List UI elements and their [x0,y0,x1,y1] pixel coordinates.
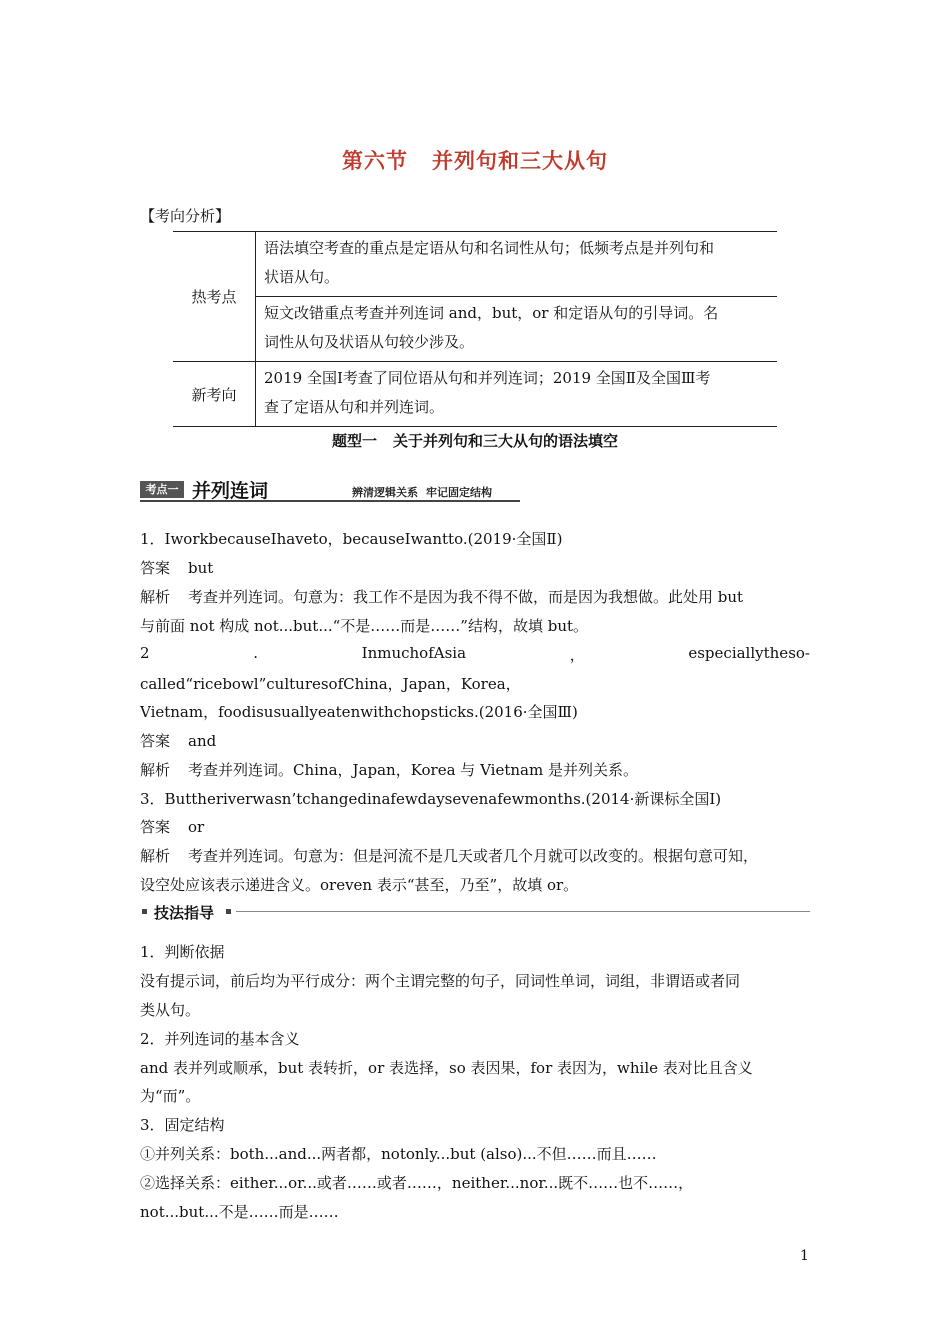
new-line: 查了定语从句和并列连词。 [264,398,445,416]
expl-text: 考查并列连词。句意为：但是河流不是几天或者几个月就可以改变的。根据句意可知， [188,847,759,865]
table-row [173,297,777,362]
answer-label: 答案 [140,732,171,750]
answer-value: but [188,559,214,577]
hot-desc-1 [256,232,778,297]
q3-question: 3．Buttheriverwasn’tchangedinafewdaysevenafewmonths.(2014·新课标全国Ⅰ) [140,790,722,808]
guide-label: 技法指导 [154,904,215,922]
answer-label: 答案 [140,818,171,836]
q2-question-line2: called“ricebowl”culturesofChina，Japan，Korea， [140,675,521,693]
answer-value: and [188,732,217,750]
kaodian-motto [352,484,492,500]
q1-explanation-cont: 与前面 not 构成 not...but...“不是……而是……”结构，故填 but。 [140,617,589,635]
q3-explanation-cont: 设空处应该表示递进含义。oreven 表示“甚至，乃至”，故填 or。 [140,876,579,894]
guide-h3: 3．固定结构 [140,1116,225,1134]
kaodian-name: 并列连词 [192,480,269,502]
q1-question: 1．IworkbecauseIhaveto，becauseIwantto.(2019·全国Ⅱ) [140,530,563,548]
guide-p2: and 表并列或顺承，but 表转折，or 表选择，so 表因果，for 表因为，while 表对比且含义 [140,1059,753,1077]
guide-item-2-cont: not...but...不是……而是…… [140,1203,339,1221]
square-bullet-icon [142,909,147,914]
q2-part2: especiallytheso- [688,644,810,662]
kaodian-badge: 考点一 [140,481,184,498]
new-desc [256,362,778,427]
answer-value: or [188,818,205,836]
guide-rule [236,911,810,912]
type-text: 关于并列句和三大从句的语法填空 [393,432,619,450]
q2-comma: ， [569,646,585,664]
q2-dot: . [253,644,258,662]
motto-1: 辨清逻辑关系 [352,486,418,499]
answer-label: 答案 [140,559,171,577]
q3-answer [140,816,810,837]
new-label: 新考向 [173,362,256,427]
hot-line: 词性从句及状语从句较少涉及。 [264,333,475,351]
guide-p2-cont: 为“而”。 [140,1087,201,1105]
expl-label: 解析 [140,588,171,606]
new-line: 2019 全国Ⅰ考查了同位语从句和并列连词；2019 全国Ⅱ及全国Ⅲ考 [264,369,711,387]
hot-line: 短文改错重点考查并列连词 and，but，or 和定语从句的引导词。名 [264,304,719,322]
q2-question [140,644,810,665]
guide-item-2: ②选择关系：either...or...或者……或者……，neither...nor...既不……也不……， [140,1174,694,1192]
motto-2: 牢记固定结构 [426,486,492,499]
kaodian-banner [140,478,520,502]
hot-line: 语法填空考查的重点是定语从句和名词性从句；低频考点是并列句和 [264,239,715,257]
q1-answer [140,557,810,578]
question-type-heading [0,430,950,451]
hot-label: 热考点 [173,232,256,362]
guide-p1-cont: 类从句。 [140,1001,201,1019]
analysis-table [173,231,777,427]
guide-item-1: ①并列关系：both...and...两者都，notonly...but (also)...不但……而且…… [140,1145,657,1163]
type-part: 题型一 [331,432,377,450]
q2-num: 2 [140,644,150,662]
q1-explanation [140,586,810,607]
q2-explanation [140,759,810,780]
q3-explanation [140,845,810,866]
page-title [0,145,950,175]
expl-label: 解析 [140,761,171,779]
q2-answer [140,730,810,751]
hot-desc-2 [256,297,778,362]
page-number: 1 [800,1248,809,1264]
q2-question-line3: Vietnam，foodisusuallyeatenwithchopsticks.(2016·全国Ⅲ) [140,703,578,721]
hot-line: 状语从句。 [264,268,340,286]
title-section: 第六节 [342,149,408,173]
square-bullet-icon [226,909,231,914]
expl-text: 考查并列连词。句意为：我工作不是因为我不得不做，而是因为我想做。此处用 but [188,588,744,606]
kaodian-rule [140,500,520,502]
table-row [173,362,777,427]
expl-label: 解析 [140,847,171,865]
title-topic: 并列句和三大从句 [432,149,608,173]
q2-part1: InmuchofAsia [361,644,467,662]
expl-text: 考查并列连词。China，Japan，Korea 与 Vietnam 是并列关系。 [188,761,638,779]
guide-h1: 1．判断依据 [140,943,225,961]
guide-h2: 2．并列连词的基本含义 [140,1030,300,1048]
table-row [173,232,777,297]
guide-p1: 没有提示词，前后均为平行成分：两个主谓完整的句子，同词性单词，词组，非谓语或者同 [140,972,741,990]
guide-heading [140,902,810,922]
analysis-label: 【考向分析】 [140,207,231,225]
